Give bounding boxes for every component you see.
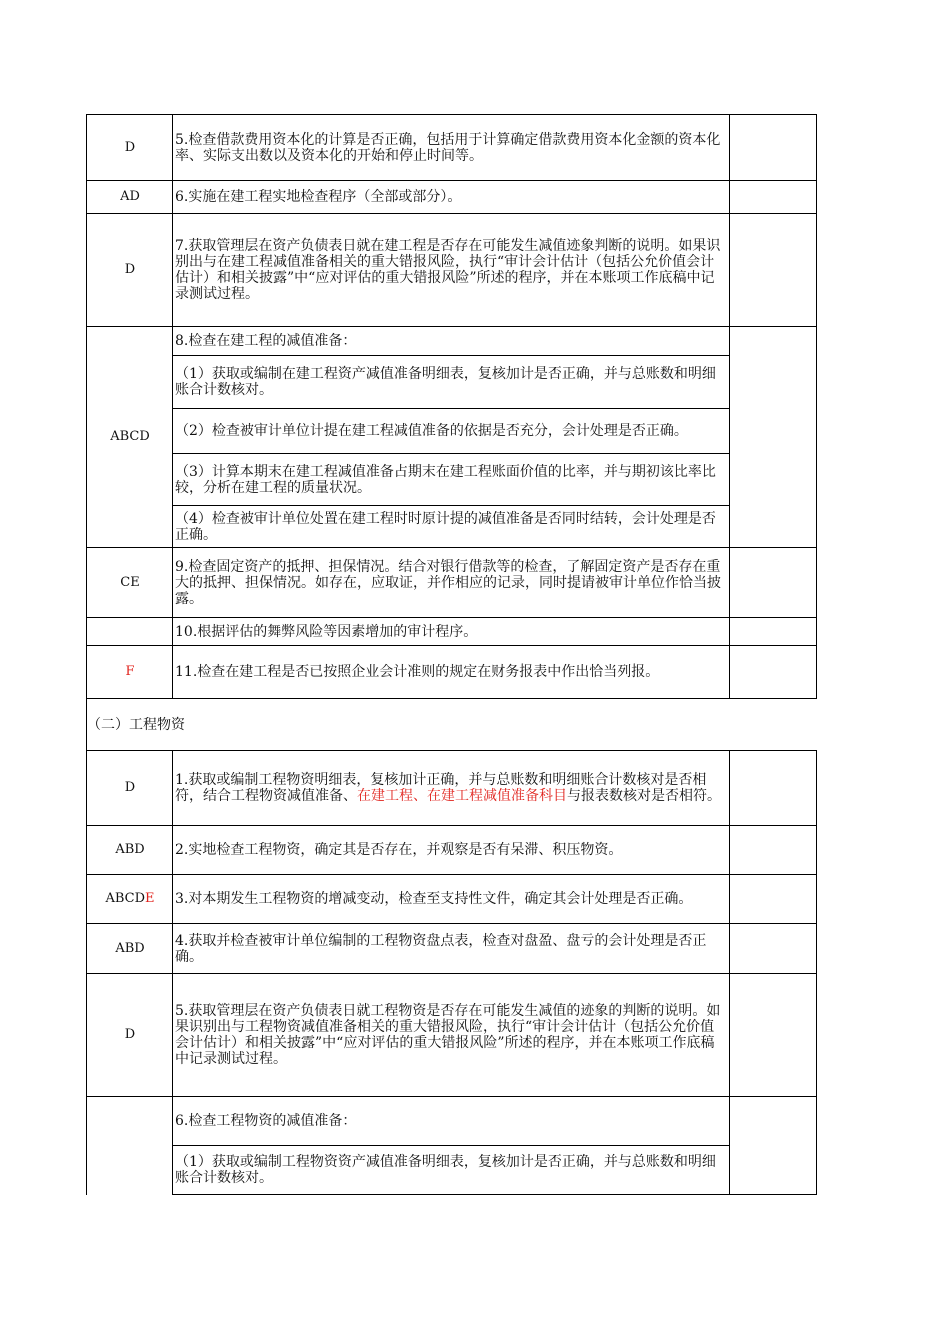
table-row — [87, 454, 817, 506]
workpaper-ref-cell[interactable] — [730, 826, 817, 875]
procedure-text: 9.检查固定资产的抵押、担保情况。结合对银行借款等的检查，了解固定资产是否存在重大的抵押、担保情况。如存在，应取证，并作相应的记录，同时提请被审计单位作恰当披露。 — [173, 548, 730, 618]
audit-procedures-sheet — [86, 114, 816, 1195]
table-row — [87, 1146, 817, 1195]
table-row — [87, 618, 817, 646]
assertion-code: AD — [87, 181, 173, 214]
table-row — [87, 875, 817, 924]
workpaper-ref-cell[interactable] — [730, 327, 817, 548]
section-title — [87, 699, 817, 751]
assertion-code: D — [87, 974, 173, 1097]
table-row — [87, 214, 817, 327]
table-row — [87, 356, 817, 409]
procedure-text: 5.检查借款费用资本化的计算是否正确，包括用于计算确定借款费用资本化金额的资本化率、实际支出数以及资本化的开始和停止时间等。 — [173, 115, 730, 181]
procedure-text: 4.获取并检查被审计单位编制的工程物资盘点表，检查对盘盈、盘亏的会计处理是否正确。 — [173, 924, 730, 974]
workpaper-ref-cell[interactable] — [730, 548, 817, 618]
procedure-text: 6.实施在建工程实地检查程序（全部或部分）。 — [173, 181, 730, 214]
sub-procedure-text: （1）获取或编制在建工程资产减值准备明细表，复核加计是否正确，并与总账数和明细账合计数核对。 — [173, 356, 730, 409]
procedure-text-part: 与报表数核对是否相符。 — [567, 788, 721, 804]
assertion-code — [87, 618, 173, 646]
procedures-table — [86, 114, 817, 1195]
table-row — [87, 548, 817, 618]
assertion-code: D — [87, 214, 173, 327]
workpaper-ref-cell[interactable] — [730, 214, 817, 327]
table-row — [87, 506, 817, 548]
table-row — [87, 826, 817, 875]
procedure-title: 8.检查在建工程的减值准备： — [173, 327, 730, 356]
procedure-text-highlight: 在建工程、在建工程减值准备科目 — [357, 788, 567, 804]
procedure-text: 3.对本期发生工程物资的增减变动，检查至支持性文件，确定其会计处理是否正确。 — [173, 875, 730, 924]
table-row — [87, 646, 817, 699]
table-row — [87, 974, 817, 1097]
section-title-text: （二）工程物资 — [87, 716, 185, 733]
sub-procedure-text: （3）计算本期末在建工程减值准备占期末在建工程账面价值的比率，并与期初该比率比较，分析在建工程的质量状况。 — [173, 454, 730, 506]
assertion-code: F — [87, 646, 173, 699]
assertion-code: CE — [87, 548, 173, 618]
assertion-code: ABCD — [87, 327, 173, 548]
sub-procedure-text: （1）获取或编制工程物资资产减值准备明细表，复核加计是否正确，并与总账数和明细账合计数核对。 — [173, 1146, 730, 1195]
table-row — [87, 327, 817, 356]
workpaper-ref-cell[interactable] — [730, 618, 817, 646]
workpaper-ref-cell[interactable] — [730, 181, 817, 214]
workpaper-ref-cell[interactable] — [730, 646, 817, 699]
assertion-code-part: ABCD — [105, 891, 146, 906]
assertion-code: ABD — [87, 826, 173, 875]
table-row — [87, 924, 817, 974]
table-row — [87, 409, 817, 454]
procedure-text: 7.获取管理层在资产负债表日就在建工程是否存在可能发生减值迹象判断的说明。如果识别出与在建工程减值准备相关的重大错报风险，执行“审计会计估计（包括公允价值会计估计）和相关披露”中“应对评估的重大错报风险”所述的程序，并在本账项工作底稿中记录测试过程。 — [173, 214, 730, 327]
procedure-text: 2.实地检查工程物资，确定其是否存在，并观察是否有呆滞、积压物资。 — [173, 826, 730, 875]
workpaper-ref-cell[interactable] — [730, 115, 817, 181]
workpaper-ref-cell[interactable] — [730, 751, 817, 826]
table-row — [87, 181, 817, 214]
sub-procedure-text: （2）检查被审计单位计提在建工程减值准备的依据是否充分，会计处理是否正确。 — [173, 409, 730, 454]
workpaper-ref-cell[interactable] — [730, 875, 817, 924]
assertion-code-highlight: E — [145, 891, 155, 906]
procedure-text-part: 1.获取或编制工程物资明细表，复核加计正确，并与总账数和明细账合计数核对是否相符，结合工程物资减值准备、 — [175, 772, 707, 804]
section-row — [87, 699, 817, 751]
procedure-text: 5.获取管理层在资产负债表日就工程物资是否存在可能发生减值的迹象的判断的说明。如果识别出与工程物资减值准备相关的重大错报风险，执行“审计会计估计（包括公允价值会计估计）和相关披露”中“应对评估的重大错报风险”所述的程序，并在本账项工作底稿中记录测试过程。 — [173, 974, 730, 1097]
table-row — [87, 1097, 817, 1146]
sub-procedure-text: （4）检查被审计单位处置在建工程时时原计提的减值准备是否同时结转，会计处理是否正确。 — [173, 506, 730, 548]
workpaper-ref-cell[interactable] — [730, 924, 817, 974]
procedure-title: 6.检查工程物资的减值准备： — [173, 1097, 730, 1146]
workpaper-ref-cell[interactable] — [730, 974, 817, 1097]
procedure-text: 10.根据评估的舞弊风险等因素增加的审计程序。 — [173, 618, 730, 646]
procedure-text: 11.检查在建工程是否已按照企业会计准则的规定在财务报表中作出恰当列报。 — [173, 646, 730, 699]
workpaper-ref-cell[interactable] — [730, 1097, 817, 1195]
assertion-code — [87, 1097, 173, 1195]
procedure-text — [173, 751, 730, 826]
assertion-code: ABD — [87, 924, 173, 974]
table-row — [87, 115, 817, 181]
table-row — [87, 751, 817, 826]
assertion-code — [87, 875, 173, 924]
assertion-code: D — [87, 751, 173, 826]
assertion-code: D — [87, 115, 173, 181]
